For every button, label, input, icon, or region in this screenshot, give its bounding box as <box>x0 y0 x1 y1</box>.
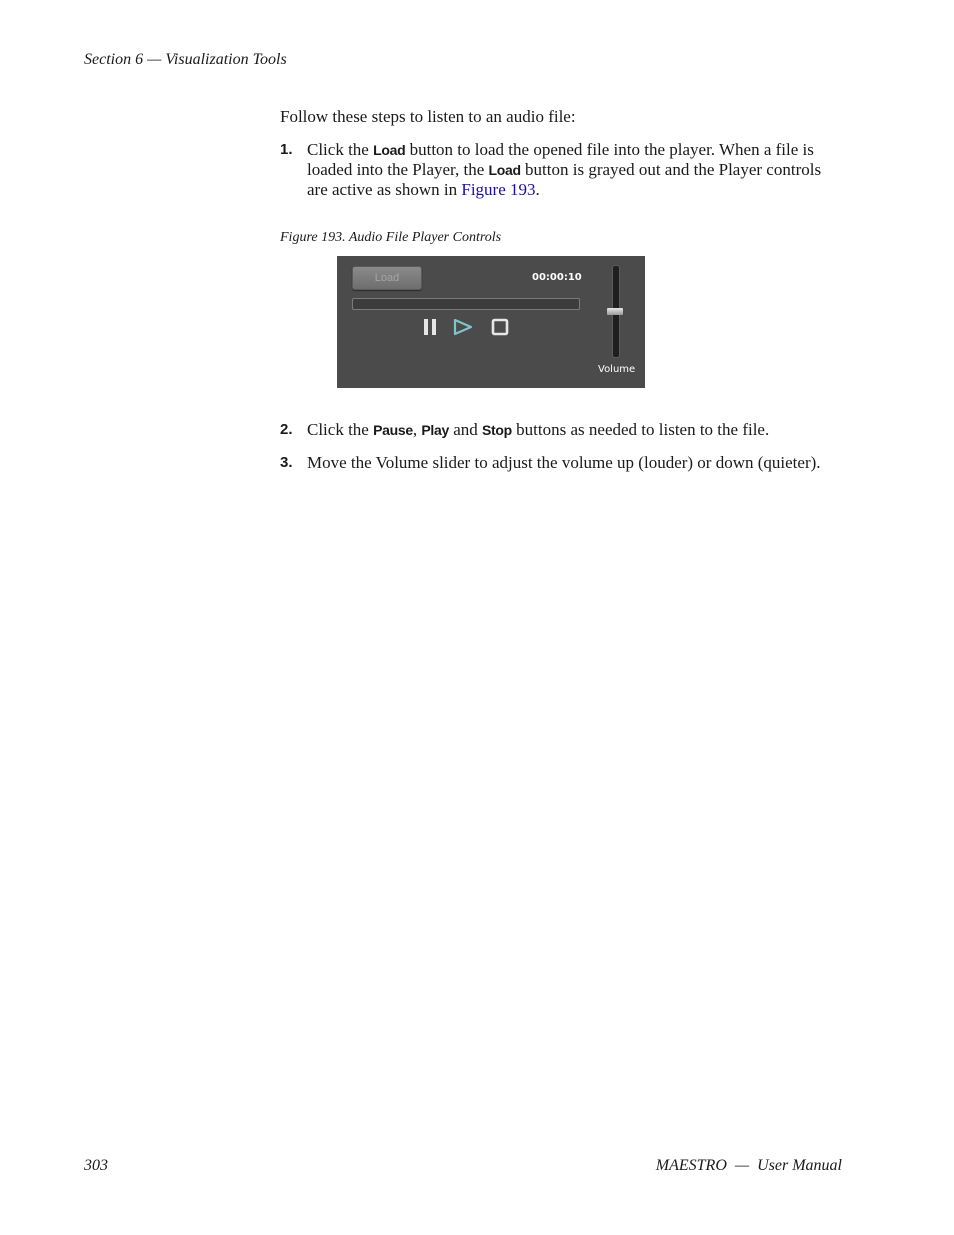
play-icon[interactable] <box>452 316 474 338</box>
step-1 <box>280 140 842 200</box>
load-button[interactable]: Load <box>352 266 422 290</box>
play-icon-glyph <box>452 316 474 338</box>
step-number: 2. <box>280 421 293 438</box>
volume-slider-thumb[interactable] <box>607 308 623 315</box>
load-keyword: Load <box>373 142 406 158</box>
volume-label: Volume <box>598 364 636 375</box>
stop-keyword: Stop <box>482 422 512 438</box>
section-header: Section 6 — Visualization Tools <box>84 51 287 68</box>
step-number: 3. <box>280 454 293 471</box>
audio-player <box>337 256 645 388</box>
step-number: 1. <box>280 141 293 158</box>
footer-title: MAESTRO — User Manual <box>655 1157 842 1174</box>
step-text: Move the Volume slider to adjust the volume up (louder) or down (quieter). <box>307 453 821 472</box>
stop-icon-glyph <box>491 316 509 338</box>
stop-icon[interactable] <box>491 316 509 338</box>
figure-link[interactable]: Figure 193 <box>461 180 536 199</box>
load-keyword: Load <box>488 162 521 178</box>
pause-keyword: Pause <box>373 422 413 438</box>
play-keyword: Play <box>421 422 449 438</box>
step-text: Click the Load button to load the opened file into the player. When a file is loaded into the Player, the Load button is grayed out and the Player controls are active as shown in Figure 193. <box>307 140 822 199</box>
step-text: Click the Pause, Play and Stop buttons as needed to listen to the file. <box>307 420 770 439</box>
timecode-display: 00:00:10 <box>532 272 582 283</box>
pause-icon[interactable] <box>422 316 440 338</box>
progress-bar[interactable] <box>352 298 580 310</box>
page-number: 303 <box>84 1157 108 1174</box>
step-3 <box>280 453 842 473</box>
step-2 <box>280 420 842 440</box>
intro-text: Follow these steps to listen to an audio file: <box>280 107 576 126</box>
figure-caption: Figure 193. Audio File Player Controls <box>280 230 502 245</box>
